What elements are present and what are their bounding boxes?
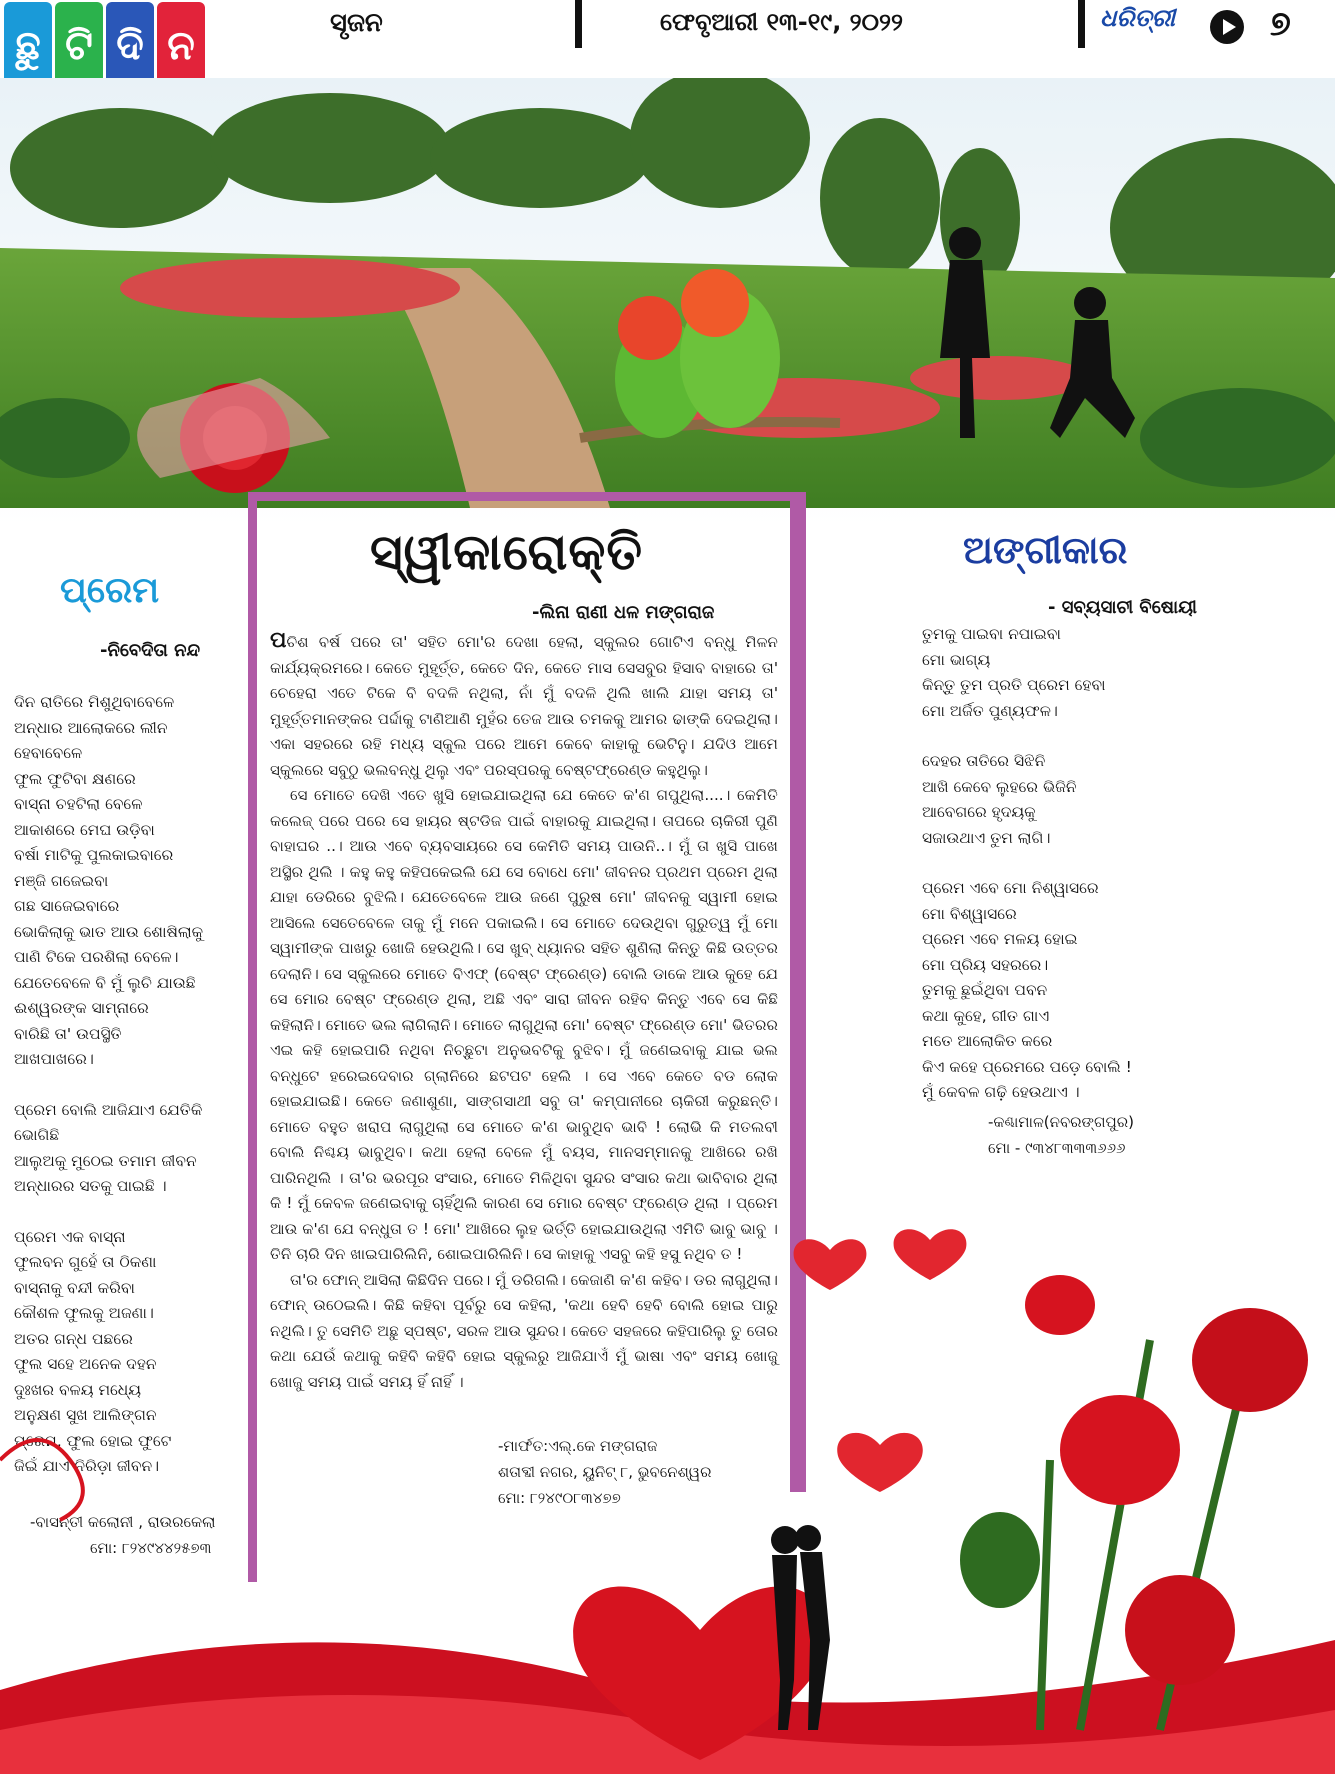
poem-right-body — [922, 622, 1132, 1106]
masthead-tile: ଟି — [55, 2, 103, 90]
poem-line: ଯେତେବେଳେ ବି ମୁଁ ଲୁଚି ଯାଉଛି — [14, 973, 196, 992]
poem-line: ବାସ୍ନାକୁ ବନ୍ଦୀ କରିବା — [14, 1278, 135, 1297]
poem-line: ବାସ୍ନା ଚହଟିଲା ବେଳେ — [14, 795, 143, 813]
poem-line: ଫୁଲବନ ଗୁହେଁ ତା ଠିକଣା — [14, 1253, 157, 1271]
poem-line: କିଏ କହେ ପ୍ରେମରେ ପଡ଼େ ବୋଲି ! — [922, 1057, 1132, 1076]
poem-line: କୌଶଳ ଫୁଲକୁ ଅଜଣା। — [14, 1304, 154, 1322]
poem-line: ଭୋକିଲାକୁ ଭାତ ଆଉ ଶୋଷିଲାକୁ — [14, 922, 204, 941]
poem-line: ଅନୁକ୍ଷଣ ସୁଖ ଆଲିଙ୍ଗନ — [14, 1406, 157, 1424]
play-icon — [1210, 10, 1244, 44]
big-heart — [573, 1586, 827, 1760]
poem-line: ଦେହର ତାତିରେ ସିଝିନି — [922, 752, 1046, 770]
poem-line: ଅନ୍ଧାରର ସତକୁ ପାଇଛି । — [14, 1177, 167, 1195]
masthead-logo — [4, 2, 205, 90]
section-label: ସୃଜନ — [330, 8, 383, 38]
poem-line: ପ୍ରେମ ବୋଲି ଆଜିଯାଏ ଯେତିକି — [14, 1100, 203, 1119]
article-byline: -ମାର୍ଫତ:ଏଲ୍.କେ ମଙ୍ଗରାଜ — [498, 1437, 658, 1455]
page-number: ୭ — [1270, 4, 1291, 44]
poem-line: ଫୁଲ ସହେ ଅନେକ ଦହନ — [14, 1355, 157, 1373]
article-body — [270, 628, 778, 1395]
poem-line: ଆଲୁଅକୁ ମୁଠେଇ ତମାମ ଜୀବନ — [14, 1151, 197, 1170]
poem-line: ମତେ ଆଲୋକିତ କରେ — [922, 1032, 1053, 1050]
masthead-tile: ଦି — [106, 2, 154, 90]
article-author: -ଲିନା ରାଣୀ ଧଳ ମଙ୍ଗରାଜ — [532, 602, 715, 623]
poem-line: ଆବେଗରେ ହୃଦୟକୁ — [922, 803, 1036, 821]
poem-line: ପାଣି ଟିକେ ପରଶିଲା ବେଳେ। — [14, 948, 179, 966]
poem-line: ଦିନ ରାତିରେ ମିଶୁଥିବାବେଳେ — [14, 693, 175, 711]
poem-line: ହେବାବେଳେ — [14, 744, 83, 762]
masthead-tile: ଛୁ — [4, 2, 52, 90]
poem-line: ମୋ ପ୍ରିୟ ସହରରେ। — [922, 955, 1049, 974]
poem-line: ଦୁଃଖର ବଳୟ ମଧ୍ୟେ — [14, 1380, 142, 1399]
poem-line: ଜିଇଁ ଯାଏ ନିରିଡ଼ା ଜୀବନ। — [14, 1457, 160, 1475]
article-address: ଶତାବ୍ଦୀ ନଗର, ୟୁନିଟ୍ ୮, ଭୁବନେଶ୍ୱର — [498, 1463, 712, 1481]
poem-line: ମୋ ଭାଗ୍ୟ — [922, 650, 991, 669]
article-phone: ମୋ: ୮୨୪୯୦୮୩୪୭୭ — [498, 1489, 621, 1507]
poem-right-author: - ସବ୍ୟସାଚୀ ବିଷୋୟୀ — [1048, 597, 1197, 618]
poem-line: ଅତର ଗନ୍ଧ ପଛରେ — [14, 1329, 133, 1348]
article-paragraph: ସେ ମୋତେ ଦେଖି ଏତେ ଖୁସି ହୋଇଯାଇଥିଲା ଯେ କେତେ କ'ଣ ଗପୁଥିଲା....। କେମିତି କଲେଜ୍ ପରେ ପରେ ସେ ହାୟର ଷ୍ଟଡିଜ ପାଇଁ ବାହାରକୁ ଯାଇଥିଲା। ତାପରେ ଚାକିରୀ ପୁଣି ବାହାଘର ..। ଆଉ ଏବେ ବ୍ୟବସାୟରେ ସେ କେମିତି ସମୟ ପାଉନି..। ମୁଁ ତା ଖୁସି ପାଖେ ଅସ୍ଥିର ଥିଲି । କହୁ କହୁ କହିପକେଇଲି ଯେ ସେ ବୋଧେ ମୋ' ଜୀବନର ପ୍ରଥମ ପ୍ରେମ ଥିଲା ଯାହା ଡେରିରେ ବୁଝିଲି। ଯେତେବେଳେ ଆଉ ଜଣେ ପୁରୁଷ ମୋ' ଜୀବନକୁ ସ୍ୱାମୀ ହୋଇ ଆସିଲେ ସେତେବେଳେ ତାକୁ ମୁଁ ମନେ ପକାଇଲି। ସେ ମୋତେ ଦେଉଥିବା ଗୁରୁତ୍ୱ ମୁଁ ମୋ ସ୍ୱାମୀଙ୍କ ପାଖରୁ ଖୋଜି ହେଉଥିଲି। ସେ ଖୁବ୍ ଧ୍ୟାନର ସହିତ ଶୁଣିଲା କିନ୍ତୁ କିଛି ଉତ୍ତର ଦେଲାନି। ସେ ସ୍କୁଲରେ ମୋତେ ବିଏଫ୍ (ବେଷ୍ଟ ଫ୍ରେଣ୍ଡ) ବୋଲି ଡାକେ ଆଉ କୁହେ ଯେ ସେ ମୋର ବେଷ୍ଟ ଫ୍ରେଣ୍ଡ ଥିଲା, ଅଛି ଏବଂ ସାରା ଜୀବନ ରହିବ କିନ୍ତୁ ଏବେ ସେ କିଛି କହିଲାନି। ମୋତେ ଭଲ ଲାଗିଲାନି। ମୋତେ ଲାଗୁଥିଲା ମୋ' ବେଷ୍ଟ ଫ୍ରେଣ୍ଡ ମୋ' ଭିତରର ଏଇ କହି ହୋଇପାରି ନଥିବା ନିଚ୍ଛୁଟା ଅନୁଭବଟିକୁ ବୁଝିବ। ମୁଁ ଜଣେଇବାକୁ ଯାଇ ଭଲ ବନ୍ଧୁଟେ ହରେଇଦେବାର ଗ୍ଲାନିରେ ଛଟପଟ ହେଲି । ସେ ଏବେ କେତେ ବଡ ଲୋକ ହୋଇଯାଇଛି। କେତେ ଜଣାଶୁଣା, ସାଙ୍ଗସାଥୀ ସବୁ ତା' କମ୍ପାନୀରେ ଚାକିରୀ କରୁଛନ୍ତି। ମୋତେ ବହୁତ ଖରାପ ଲାଗୁଥିଲା ସେ ମୋତେ କ'ଣ ଭାବୁଥିବ ଭାବି ! ଲୋଭି କି ମତଲବୀ ବୋଲି ନିଶ୍ଚୟ ଭାବୁଥିବ। କଥା ହେଲା ବେଳେ ମୁଁ ବୟସ, ମାନସମ୍ମାନକୁ ଆଖିରେ ରଖି ପାରିନଥିଲି । ତା'ର ଭରପୂର ସଂସାର, ମୋତେ ମିଳିଥିବା ସୁନ୍ଦର ସଂସାର କଥା ଭାବିବାର ଥିଲା କି ! ମୁଁ କେବଳ ଜଣେଇବାକୁ ଚାହିଁଥିଲି କାରଣ ସେ ମୋର ବେଷ୍ଟ ଫ୍ରେଣ୍ଡ ଥିଲା । ପ୍ରେମ ଆଉ କ'ଣ ଯେ ବନ୍ଧୁତା ତ ! ମୋ' ଆଖିରେ ଲୁହ ଭର୍ତ୍ତି ହୋଇଯାଉଥିଲା ଏମିତି ଭାବୁ ଭାବୁ । ତିନି ଚାରି ଦିନ ଖାଇପାରିଲିନି, ଶୋଇପାରିଲିନି। ସେ କାହାକୁ ଏସବୁ କହି ହସୁ ନଥିବ ତ ! — [270, 786, 778, 1263]
article-frame-right — [790, 492, 806, 1492]
poem-line: ଈଶ୍ୱରଙ୍କ ସାମ୍ନାରେ — [14, 999, 149, 1017]
rose-bouquet — [960, 1275, 1308, 1730]
poem-line: ମୁଁ କେବଳ ଗଢ଼ି ହେଉଥାଏ । — [922, 1083, 1080, 1101]
poem-line: ଗଛ ସାଜେଇବାରେ — [14, 897, 120, 915]
stanza-gap — [14, 1200, 203, 1225]
poem-line: ଆଖପାଖରେ। — [14, 1050, 94, 1068]
poem-line: ଫୁଲ ଫୁଟିବା କ୍ଷଣରେ — [14, 769, 136, 788]
poem-line: ଅନ୍ଧାର ଆଲୋକରେ ଲୀନ — [14, 718, 168, 737]
poem-line: କିନ୍ତୁ ତୁମ ପ୍ରତି ପ୍ରେମ ହେବା — [922, 676, 1106, 694]
poem-line: ଭୋଗିଛି — [14, 1126, 60, 1144]
poem-line: ଆଖି କେବେ ଲୁହରେ ଭିଜିନି — [922, 777, 1077, 796]
poem-line: ମୋ ବିଶ୍ୱାସରେ — [922, 904, 1017, 923]
newspaper-logo: ଧରିତ୍ରୀ — [1100, 4, 1175, 32]
poem-line: ମୋ ଅର୍ଜିତ ପୁଣ୍ୟଫଳ। — [922, 701, 1058, 720]
poem-line: ତୁମକୁ ଛୁଇଁଥିବା ପବନ — [922, 981, 1048, 999]
garden-banner-image — [0, 78, 1335, 528]
article-frame-left — [248, 492, 257, 1582]
article-frame-top — [248, 492, 806, 501]
poem-right-title: ଅଙ୍ଗୀକାର — [963, 528, 1128, 572]
poem-line: କଥା କୁହେ, ଗୀତ ଗାଏ — [922, 1006, 1050, 1025]
poem-line: ମଞ୍ଜି ଗଜେଇବା — [14, 871, 109, 890]
article-paragraph: ତା'ର ଫୋନ୍ ଆସିଲା କିଛିଦିନ ପରେ। ମୁଁ ଡରିଗଲି। କେଜାଣି କ'ଣ କହିବ। ଡର ଲାଗୁଥିଲା। ଫୋନ୍ ଉଠେଇଲି। କିଛି କହିବା ପୂର୍ବରୁ ସେ କହିଲା, 'କଥା ହେବି ହେବି ବୋଲି ହୋଇ ପାରୁ ନଥିଲି। ତୁ ସେମିତି ଅଛୁ ସ୍ପଷ୍ଟ, ସରଳ ଆଉ ସୁନ୍ଦର। କେତେ ସହଜରେ କହିପାରିଲୁ ତୁ ତୋର କଥା ଯେଉଁ କଥାକୁ କହିବି କହିବି ହୋଇ ସ୍କୁଲରୁ ଆଜିଯାଏଁ ମୁଁ ଭାଷା ଏବଂ ସମୟ ଖୋଜୁ ଖୋଜୁ ସମୟ ପାଇଁ ସମୟ ହିଁ ନାହିଁ । — [270, 1270, 779, 1391]
article-title: ସ୍ୱୀକାରୋକ୍ତି — [370, 523, 643, 581]
header-divider — [575, 0, 582, 48]
poem-right-address: -କଣ୍ଢାମାଳ(ନବରଙ୍ଗପୁର) — [988, 1113, 1134, 1131]
poem-left-author: -ନିବେଦିତା ନନ୍ଦ — [100, 640, 201, 661]
poem-right-phone: ମୋ - ୯୩୪୮୩୩୩୬୬୬ — [988, 1139, 1126, 1157]
header-divider — [1078, 0, 1085, 48]
poem-line: ବର୍ଷା ମାଟିକୁ ପୁଲକାଇବାରେ — [14, 846, 174, 864]
poem-line: ପ୍ରେମ, ଫୁଲ ହୋଇ ଫୁଟେ — [14, 1431, 172, 1450]
poem-line: ତୁମକୁ ପାଇବା ନପାଇବା — [922, 625, 1061, 643]
stanza-gap — [14, 1073, 203, 1098]
issue-date: ଫେବୃଆରୀ ୧୩-୧୯, ୨୦୨୨ — [660, 8, 903, 36]
poem-line: ପ୍ରେମ ଏକ ବାସ୍ନା — [14, 1227, 126, 1246]
poem-line: ସଜାଉଥାଏ ତୁମ ଲାଗି। — [922, 828, 1051, 847]
poem-line: ବାରିଛି ତା' ଉପସ୍ଥିତି — [14, 1024, 122, 1043]
poem-left-address: -ବାସନ୍ତୀ କଲୋନୀ , ରାଉରକେଲା — [30, 1513, 216, 1531]
masthead-tile: ନ — [157, 2, 205, 90]
poem-left-title: ପ୍ରେମ — [60, 570, 160, 611]
floating-hearts — [794, 1229, 967, 1492]
poem-line: ଆକାଶରେ ମେଘ ଉଡ଼ିବା — [14, 820, 155, 839]
stanza-gap — [922, 851, 1132, 876]
drop-cap: ପ — [270, 628, 287, 653]
page-header — [0, 0, 1335, 69]
poem-left-body — [14, 690, 203, 1480]
poem-line: ପ୍ରେମ ଏବେ ମଳୟ ହୋଇ — [922, 930, 1078, 948]
article-paragraph: ପଚିଶ ବର୍ଷ ପରେ ତା' ସହିତ ମୋ'ର ଦେଖା ହେଲା, ସ୍କୁଲର ଗୋଟିଏ ବନ୍ଧୁ ମିଳନ କାର୍ଯ୍ୟକ୍ରମରେ। କେତେ ମୁହୂର୍ତ୍ତ, କେତେ ଦିନ, କେତେ ମାସ ସେସବୁର ହିସାବ ବାହାରେ ତା' ଚେହେରା ଏତେ ଟିକେ ବି ବଦଳି ନଥିଲା, ନାଁ ମୁଁ ବଦଳି ଥିଲି ଖାଲି ଯାହା ସମୟ ତା' ମୁହୂର୍ତ୍ତମାନଙ୍କର ପର୍ଦ୍ଦାକୁ ଟାଣିଆଣି ମୁହଁର ତେଜ ଆଉ ଚମକକୁ ଆମର ଢାଙ୍କି ଦେଇଥିଲା। ଏକା ସହରରେ ରହି ମଧ୍ୟ ସ୍କୁଲ ପରେ ଆମେ କେବେ କାହାକୁ ଭେଟିନୁ। ଯଦିଓ ଆମେ ସ୍କୁଲରେ ସବୁଠୁ ଭଲବନ୍ଧୁ ଥିଲୁ ଏବଂ ପରସ୍ପରକୁ ବେଷ୍ଟଫ୍ରେଣ୍ଡ କହୁଥିଲୁ। — [270, 628, 778, 779]
stanza-gap — [922, 724, 1132, 749]
couple-silhouette — [771, 1525, 830, 1730]
poem-left-phone: ମୋ: ୮୨୪୯୪୪୨୫୭୩ — [90, 1539, 212, 1557]
poem-line: ପ୍ରେମ ଏବେ ମୋ ନିଶ୍ୱାସରେ — [922, 879, 1099, 897]
